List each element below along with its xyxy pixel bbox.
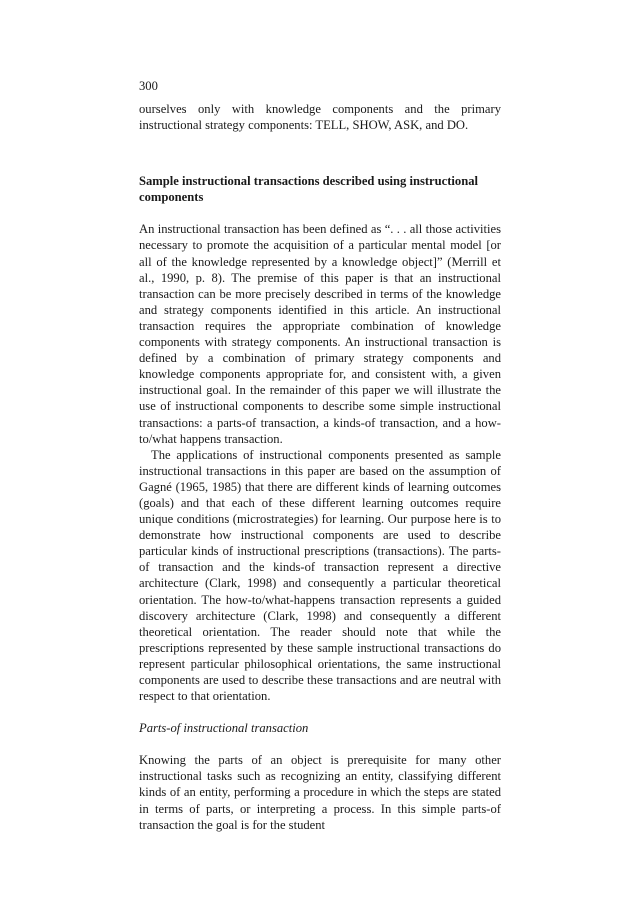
book-page [139,78,501,833]
intro-paragraph: ourselves only with knowledge components and the primary instructional strategy components: TELL, SHOW, ASK, and DO. [139,102,501,133]
section-paragraph-1: An instructional transaction has been defined as “. . . all those activities necessary to promote the acquisition of a particular mental model [or all of the knowledge represented by a knowledge object]” (Merrill et al., 1990, p. 8). The premise of this paper is that an instructional transaction can be more precisely described in terms of the knowledge and strategy components identified in this article. An instructional transaction requires the appropriate combination of knowledge components with strategy components. An instructional transaction is defined by a combination of primary strategy components and knowledge components appropriate for, and consistent with, a given instructional goal. In the remainder of this paper we will illustrate the use of instructional components to describe some simple instructional transactions: a parts-of transaction, a kinds-of transaction, and a how-to/what happens transaction. [139,222,501,446]
subsection-paragraph: Knowing the parts of an object is prerequisite for many other instructional tasks such as recognizing an entity, classifying different kinds of an entity, performing a procedure in which the steps are stated in terms of parts, or interpreting a process. In this simple parts-of transaction the goal is for the student [139,753,501,832]
subsection-heading: Parts-of instructional transaction [139,721,309,736]
section-heading: Sample instructional transactions described using instructional components [139,174,479,205]
page-number: 300 [139,79,158,93]
section-paragraph-2: The applications of instructional components presented as sample instructional transactions in this paper are based on the assumption of Gagné (1965, 1985) that there are different kinds of learning outcomes (goals) and that each of these different learning outcomes require unique conditions (microstrategies) for learning. Our purpose here is to demonstrate how instructional components are used to describe particular kinds of instructional prescriptions (transactions). The parts-of transaction and the kinds-of transaction represent a directive architecture (Clark, 1998) and consequently a particular theoretical orientation. The how-to/what-happens transaction represents a guided discovery architecture (Clark, 1998) and consequently a different theoretical orientation. The reader should note that while the prescriptions represented by these sample instructional transactions do represent particular philosophical orientations, the same instructional components are used to describe these transactions and are neutral with respect to that orientation. [139,447,501,704]
